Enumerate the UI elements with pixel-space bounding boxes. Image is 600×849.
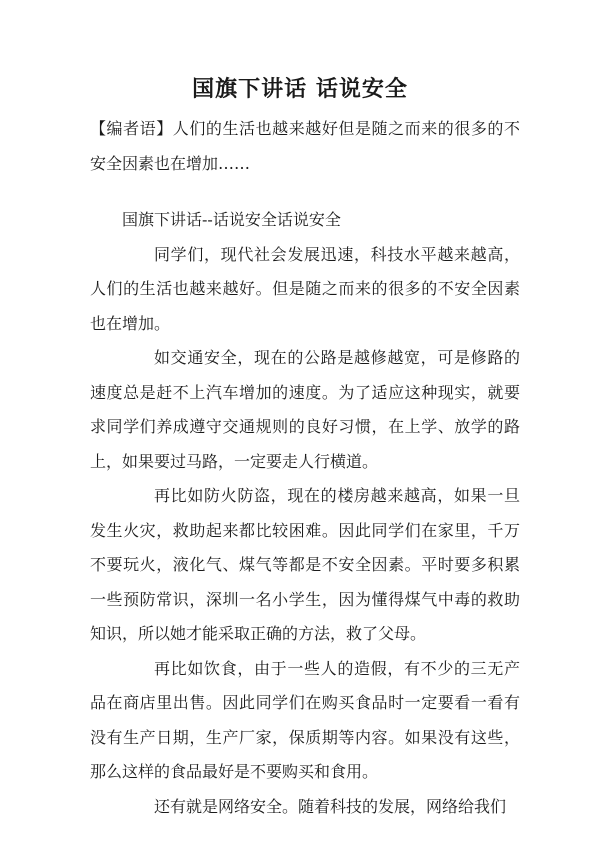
paragraph: 还有就是网络安全。随着科技的发展，网络给我们: [154, 796, 507, 816]
paragraph: 再比如饮食，由于一些人的造假，有不少的三无产品在商店里出售。因此同学们在购买食品时一定要看一看有没有生产日期，生产厂家，保质期等内容。如果没有这些，那么这样的食品最好是不要购买和食用。: [90, 658, 520, 781]
paragraph: 如交通安全，现在的公路是越修越宽，可是修路的速度总是赶不上汽车增加的速度。为了适应这种现实，就要求同学们养成遵守交通规则的良好习惯，在上学、放学的路上，如果要过马路，一定要走人行横道。: [90, 348, 520, 471]
paragraph: 同学们，现代社会发展迅速，科技水平越来越高，人们的生活也越来越好。但是随之而来的很多的不安全因素也在增加。: [90, 244, 520, 333]
document-title: 国旗下讲话 话说安全: [192, 77, 408, 102]
paragraph: 再比如防火防盗，现在的楼房越来越高，如果一旦发生火灾，救助起来都比较困难。因此同学们在家里，千万不要玩火，液化气、煤气等都是不安全因素。平时要多积累一些预防常识，深圳一名小学生，因为懂得煤气中毒的救助知识，所以她才能采取正确的方法，救了父母。: [90, 486, 520, 643]
document-body: [90, 203, 520, 824]
speech-subtitle: 国旗下讲话--话说安全话说安全: [122, 210, 341, 229]
editor-note: 【编者语】人们的生活也越来越好但是随之而来的很多的不安全因素也在增加……: [90, 119, 520, 173]
